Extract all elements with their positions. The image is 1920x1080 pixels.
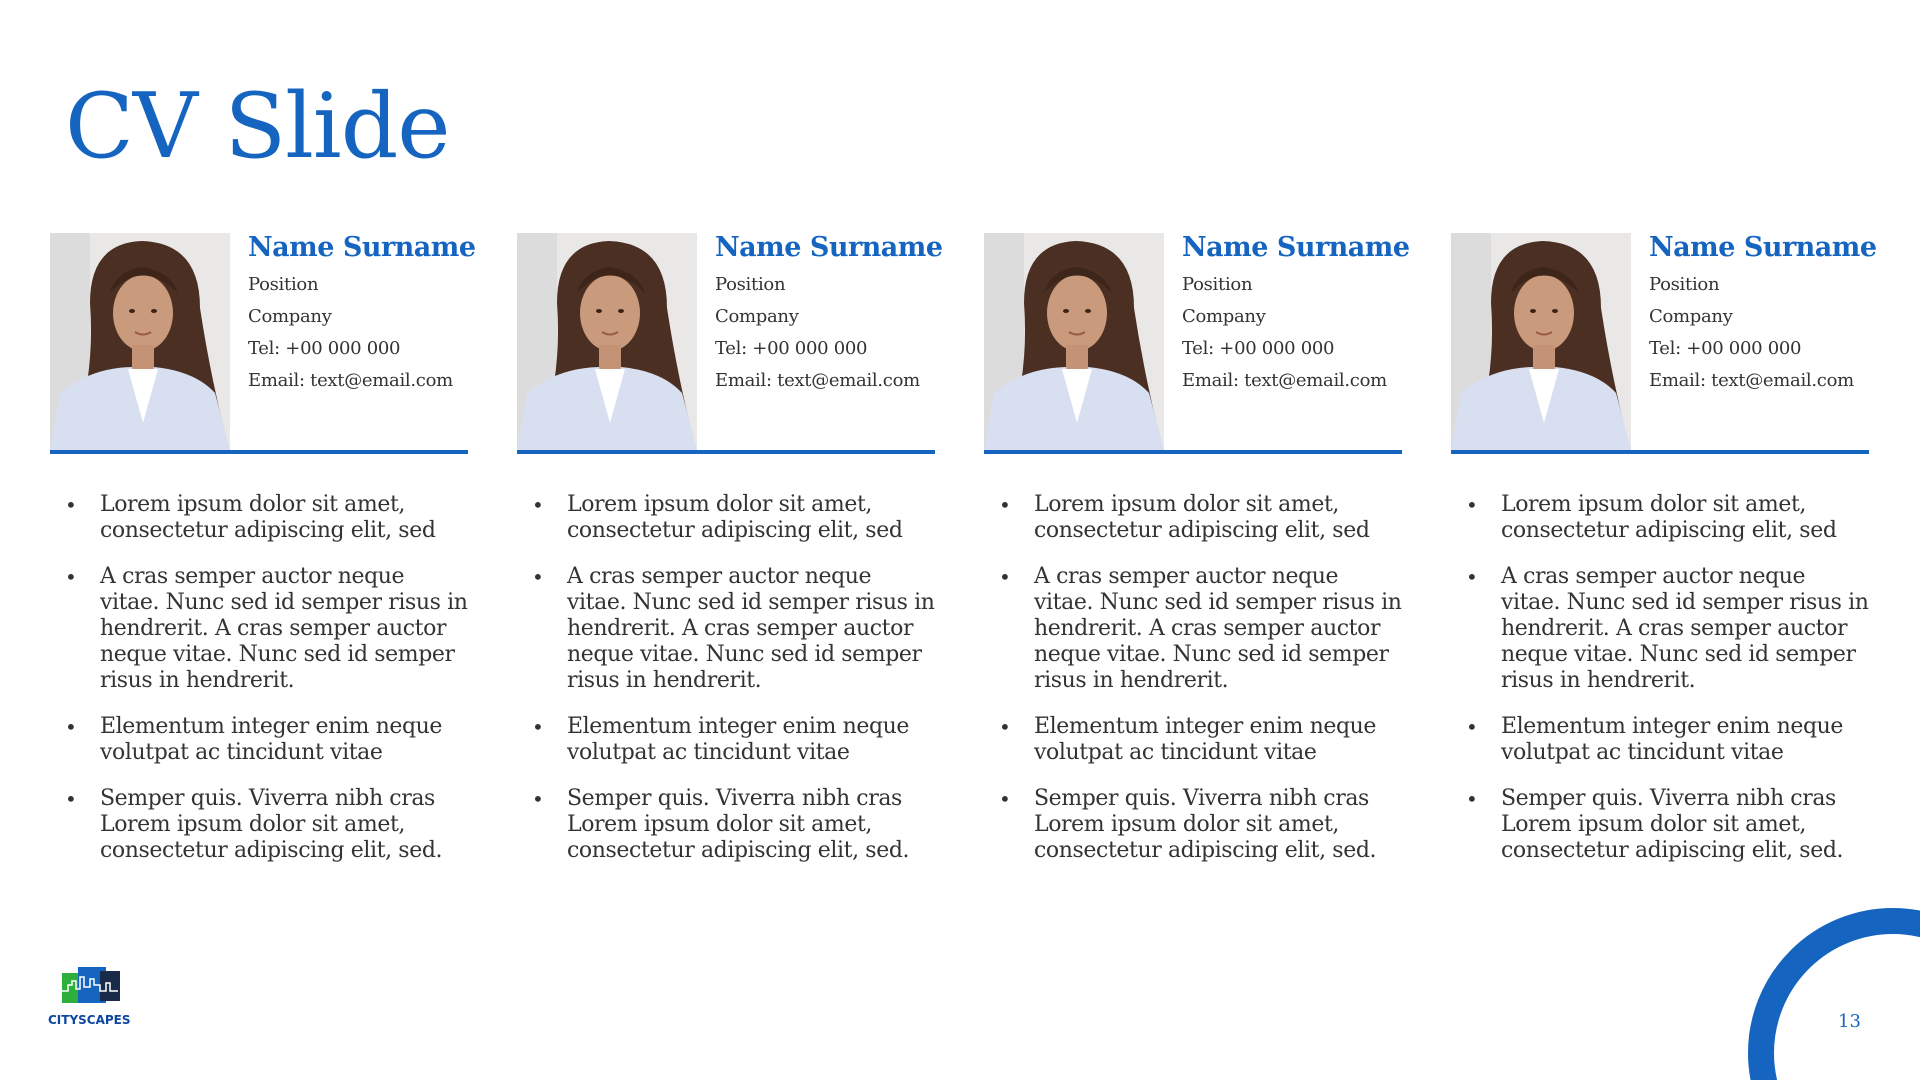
logo-text: CITYSCAPES bbox=[48, 1013, 131, 1027]
portrait-icon bbox=[50, 233, 230, 450]
tel-text: Tel: +00 000 000 bbox=[1649, 338, 1802, 359]
cv-card-2 bbox=[517, 232, 943, 863]
cv-card-1 bbox=[50, 232, 476, 863]
cv-card-header bbox=[50, 232, 476, 454]
bullet-text: A cras semper auctor neque vitae. Nunc sed id semper risus in hendrerit. A cras semper auctor neque vitae. Nunc sed id semper risus in hendrerit. bbox=[1034, 564, 1402, 693]
portrait-icon bbox=[517, 233, 697, 450]
bullet-item: • Lorem ipsum dolor sit amet, consectetur adipiscing elit, sed bbox=[532, 492, 903, 543]
company-text: Company bbox=[248, 306, 332, 327]
cv-card-header bbox=[517, 232, 943, 454]
bullet-text: Semper quis. Viverra nibh cras Lorem ipsum dolor sit amet, consectetur adipiscing elit, sed. bbox=[1501, 786, 1844, 863]
company-text: Company bbox=[1649, 306, 1733, 327]
bullet-text: A cras semper auctor neque vitae. Nunc sed id semper risus in hendrerit. A cras semper auctor neque vitae. Nunc sed id semper risus in hendrerit. bbox=[100, 564, 468, 693]
tel-text: Tel: +00 000 000 bbox=[1182, 338, 1335, 359]
person-name: Name Surname bbox=[248, 232, 476, 263]
bullet-list bbox=[984, 492, 1402, 884]
page-number: 13 bbox=[1838, 1011, 1861, 1032]
tel-text: Tel: +00 000 000 bbox=[248, 338, 401, 359]
bullet-item: • Semper quis. Viverra nibh cras Lorem ipsum dolor sit amet, consectetur adipiscing elit, sed. bbox=[532, 786, 910, 863]
position-text: Position bbox=[1649, 274, 1720, 295]
bullet-text: Semper quis. Viverra nibh cras Lorem ipsum dolor sit amet, consectetur adipiscing elit, sed. bbox=[1034, 786, 1377, 863]
portrait-icon bbox=[1451, 233, 1631, 450]
bullet-text: Semper quis. Viverra nibh cras Lorem ipsum dolor sit amet, consectetur adipiscing elit, sed. bbox=[100, 786, 443, 863]
bullet-item: • Lorem ipsum dolor sit amet, consectetur adipiscing elit, sed bbox=[65, 492, 436, 543]
contact-info bbox=[1649, 232, 1877, 397]
email-text: Email: text@email.com bbox=[1649, 370, 1854, 391]
bullet-text: Elementum integer enim neque volutpat ac tincidunt vitae bbox=[100, 714, 443, 765]
bullet-text: Elementum integer enim neque volutpat ac tincidunt vitae bbox=[1501, 714, 1844, 765]
slide-title: CV Slide bbox=[65, 74, 450, 179]
email-text: Email: text@email.com bbox=[248, 370, 453, 391]
person-name: Name Surname bbox=[715, 232, 943, 263]
portrait-photo bbox=[50, 233, 230, 450]
bullet-text: A cras semper auctor neque vitae. Nunc sed id semper risus in hendrerit. A cras semper auctor neque vitae. Nunc sed id semper risus in hendrerit. bbox=[1501, 564, 1869, 693]
bullet-item: • A cras semper auctor neque vitae. Nunc sed id semper risus in hendrerit. A cras semper auctor neque vitae. Nunc sed id semper risus in hendrerit. bbox=[65, 564, 468, 693]
company-text: Company bbox=[1182, 306, 1266, 327]
bullet-text: Lorem ipsum dolor sit amet, consectetur adipiscing elit, sed bbox=[567, 492, 903, 543]
portrait-photo bbox=[984, 233, 1164, 450]
bullet-list bbox=[1451, 492, 1869, 884]
portrait-photo bbox=[517, 233, 697, 450]
bullet-text: Lorem ipsum dolor sit amet, consectetur adipiscing elit, sed bbox=[100, 492, 436, 543]
bullet-item: • A cras semper auctor neque vitae. Nunc sed id semper risus in hendrerit. A cras semper auctor neque vitae. Nunc sed id semper risus in hendrerit. bbox=[999, 564, 1402, 693]
bullet-item: • Elementum integer enim neque volutpat ac tincidunt vitae bbox=[65, 714, 443, 765]
bullet-item: • Elementum integer enim neque volutpat ac tincidunt vitae bbox=[999, 714, 1377, 765]
person-name: Name Surname bbox=[1182, 232, 1410, 263]
bullet-text: Lorem ipsum dolor sit amet, consectetur adipiscing elit, sed bbox=[1034, 492, 1370, 543]
company-text: Company bbox=[715, 306, 799, 327]
person-name: Name Surname bbox=[1649, 232, 1877, 263]
cv-card-3 bbox=[984, 232, 1410, 863]
bullet-text: Elementum integer enim neque volutpat ac tincidunt vitae bbox=[1034, 714, 1377, 765]
cv-card-header bbox=[984, 232, 1410, 454]
position-text: Position bbox=[715, 274, 786, 295]
bullet-item: • Lorem ipsum dolor sit amet, consectetur adipiscing elit, sed bbox=[999, 492, 1370, 543]
bullet-text: Semper quis. Viverra nibh cras Lorem ipsum dolor sit amet, consectetur adipiscing elit, sed. bbox=[567, 786, 910, 863]
bullet-list bbox=[50, 492, 468, 884]
bullet-item: • Lorem ipsum dolor sit amet, consectetur adipiscing elit, sed bbox=[1466, 492, 1837, 543]
bullet-text: Elementum integer enim neque volutpat ac tincidunt vitae bbox=[567, 714, 910, 765]
email-text: Email: text@email.com bbox=[1182, 370, 1387, 391]
bullet-item: • Elementum integer enim neque volutpat ac tincidunt vitae bbox=[532, 714, 910, 765]
cityscapes-logo bbox=[48, 963, 138, 1033]
portrait-photo bbox=[1451, 233, 1631, 450]
bullet-item: • Semper quis. Viverra nibh cras Lorem ipsum dolor sit amet, consectetur adipiscing elit, sed. bbox=[1466, 786, 1844, 863]
bullet-item: • A cras semper auctor neque vitae. Nunc sed id semper risus in hendrerit. A cras semper auctor neque vitae. Nunc sed id semper risus in hendrerit. bbox=[532, 564, 935, 693]
bullet-text: Lorem ipsum dolor sit amet, consectetur adipiscing elit, sed bbox=[1501, 492, 1837, 543]
bullet-item: • A cras semper auctor neque vitae. Nunc sed id semper risus in hendrerit. A cras semper auctor neque vitae. Nunc sed id semper risus in hendrerit. bbox=[1466, 564, 1869, 693]
position-text: Position bbox=[248, 274, 319, 295]
email-text: Email: text@email.com bbox=[715, 370, 920, 391]
bullet-list bbox=[517, 492, 935, 884]
contact-info bbox=[715, 232, 943, 397]
cv-card-header bbox=[1451, 232, 1877, 454]
decorative-ring bbox=[1748, 908, 1920, 1080]
contact-info bbox=[1182, 232, 1410, 397]
contact-info bbox=[248, 232, 476, 397]
bullet-item: • Semper quis. Viverra nibh cras Lorem ipsum dolor sit amet, consectetur adipiscing elit, sed. bbox=[65, 786, 443, 863]
tel-text: Tel: +00 000 000 bbox=[715, 338, 868, 359]
position-text: Position bbox=[1182, 274, 1253, 295]
cv-card-4 bbox=[1451, 232, 1877, 863]
bullet-item: • Elementum integer enim neque volutpat ac tincidunt vitae bbox=[1466, 714, 1844, 765]
bullet-text: A cras semper auctor neque vitae. Nunc sed id semper risus in hendrerit. A cras semper auctor neque vitae. Nunc sed id semper risus in hendrerit. bbox=[567, 564, 935, 693]
city-skyline-icon bbox=[48, 963, 138, 1011]
bullet-item: • Semper quis. Viverra nibh cras Lorem ipsum dolor sit amet, consectetur adipiscing elit, sed. bbox=[999, 786, 1377, 863]
portrait-icon bbox=[984, 233, 1164, 450]
